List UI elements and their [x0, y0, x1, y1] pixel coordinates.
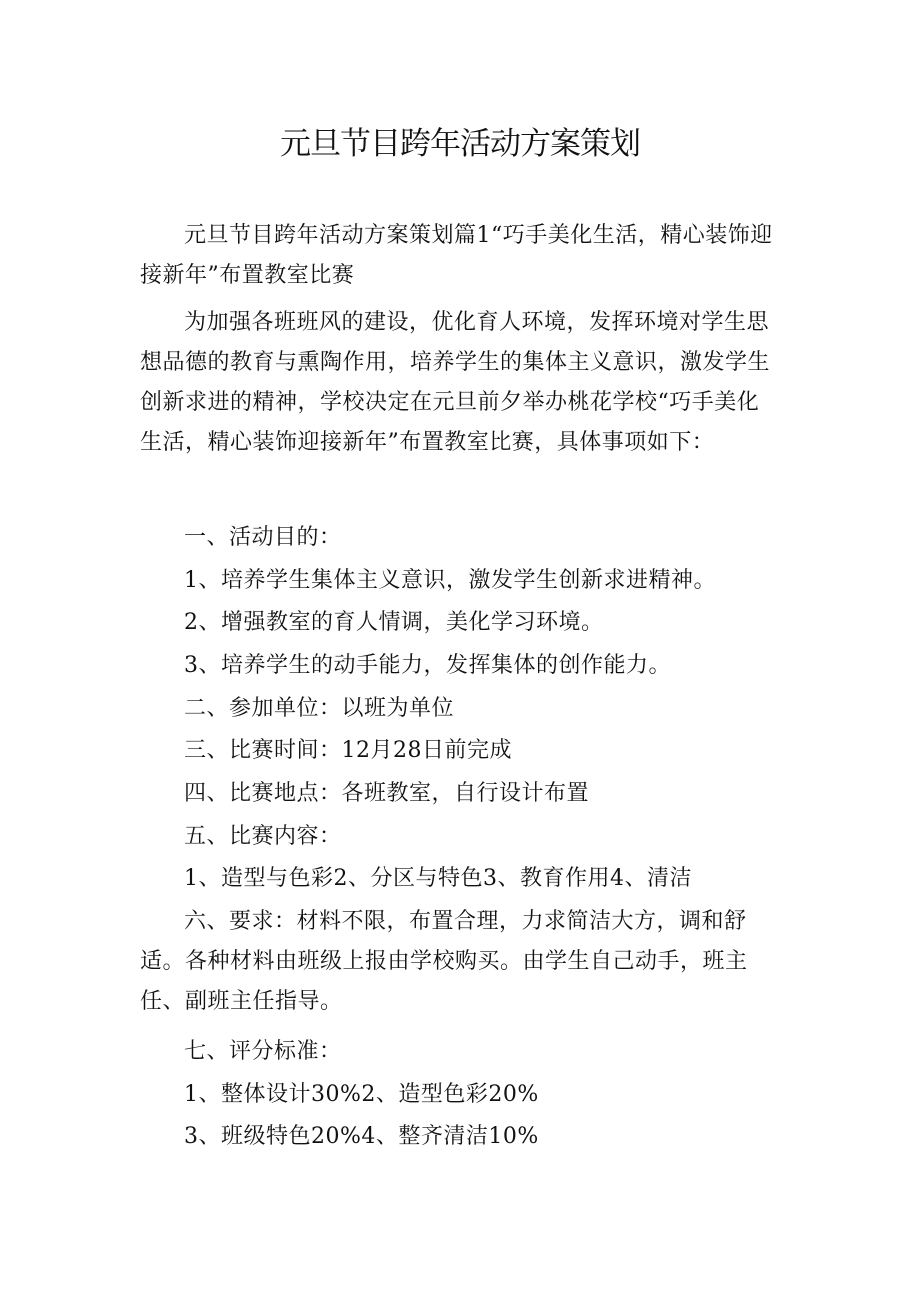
- paragraph-intro: 元旦节目跨年活动方案策划篇1“巧手美化生活，精心装饰迎接新年”布置教室比赛: [140, 223, 773, 288]
- content-items: 1、造型与色彩2、分区与特色3、教育作用4、清洁: [184, 866, 692, 891]
- heading-time: 三、比赛时间：12月28日前完成: [184, 738, 512, 763]
- heading-content: 五、比赛内容：: [184, 824, 342, 849]
- scoring-line-1: 1、整体设计30%2、造型色彩20%: [184, 1082, 539, 1107]
- document-title: 元旦节目跨年活动方案策划: [280, 126, 640, 162]
- heading-location: 四、比赛地点：各班教室，自行设计布置: [184, 781, 590, 806]
- goal-item-2: 2、增强教室的育人情调，美化学习环境。: [184, 610, 604, 635]
- paragraph-requirements: 六、要求：材料不限，布置合理，力求简洁大方，调和舒适。各种材料由班级上报由学校购买。由学生自己动手，班主任、副班主任指导。: [140, 909, 748, 1014]
- scoring-line-2: 3、班级特色20%4、整齐清洁10%: [184, 1124, 539, 1149]
- heading-scoring: 七、评分标准：: [184, 1039, 342, 1064]
- goal-item-1: 1、培养学生集体主义意识，激发学生创新求进精神。: [184, 568, 716, 593]
- heading-activity-goals: 一、活动目的：: [184, 525, 342, 550]
- heading-participants: 二、参加单位：以班为单位: [184, 696, 455, 721]
- goal-item-3: 3、培养学生的动手能力，发挥集体的创作能力。: [184, 653, 671, 678]
- paragraph-background: 为加强各班班风的建设，优化育人环境，发挥环境对学生思想品德的教育与熏陶作用，培养学生的集体主义意识，激发学生创新求进的精神，学校决定在元旦前夕举办桃花学校“巧手美化生活，精心装饰迎接新年”布置教室比赛，具体事项如下：: [140, 310, 771, 455]
